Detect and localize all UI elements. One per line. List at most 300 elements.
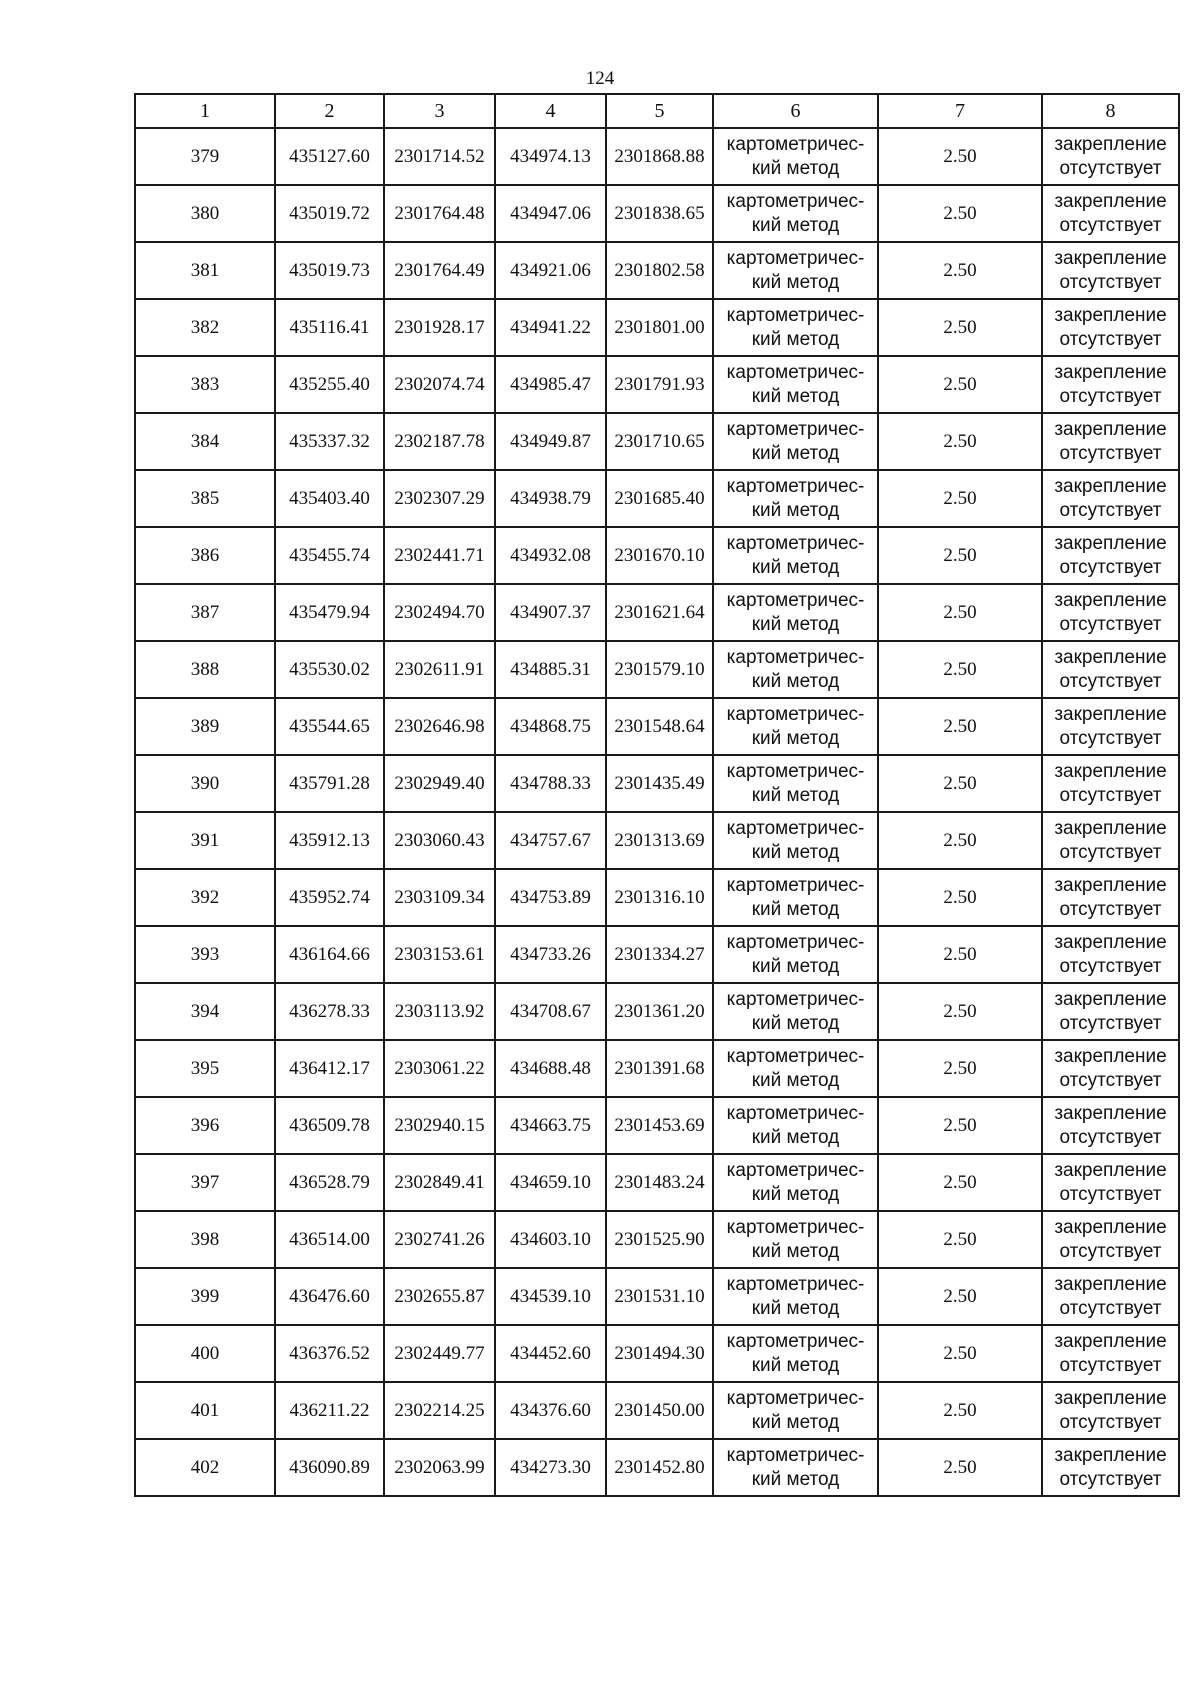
y2-cell: 2301802.58 <box>606 242 713 299</box>
fixation-note-text: закрепление <box>1054 1045 1167 1067</box>
method-text: картометричес- <box>726 1216 865 1238</box>
fixation-note-text: отсутствует <box>1059 1012 1162 1034</box>
method-cell <box>713 755 878 812</box>
x1-cell: 436278.33 <box>275 983 384 1040</box>
table-row <box>135 869 1179 926</box>
y2-cell: 2301494.30 <box>606 1325 713 1382</box>
column-header: 8 <box>1042 94 1179 128</box>
table-row <box>135 470 1179 527</box>
method-text: кий метод <box>751 727 840 749</box>
y2-cell: 2301838.65 <box>606 185 713 242</box>
x1-cell: 435255.40 <box>275 356 384 413</box>
method-cell <box>713 1325 878 1382</box>
fixation-note-cell <box>1042 356 1179 413</box>
x1-cell: 435403.40 <box>275 470 384 527</box>
method-text: кий метод <box>751 1468 840 1490</box>
table-body <box>135 128 1179 1496</box>
fixation-note-text: закрепление <box>1054 418 1167 440</box>
table-row <box>135 242 1179 299</box>
accuracy-cell: 2.50 <box>878 869 1042 926</box>
column-header: 3 <box>384 94 495 128</box>
method-cell <box>713 1439 878 1496</box>
method-cell <box>713 926 878 983</box>
method-text: картометричес- <box>726 988 865 1010</box>
y2-cell: 2301868.88 <box>606 128 713 185</box>
method-text: кий метод <box>751 1411 840 1433</box>
x2-cell: 434941.22 <box>495 299 606 356</box>
x2-cell: 434757.67 <box>495 812 606 869</box>
point-number-cell: 387 <box>135 584 275 641</box>
method-cell <box>713 869 878 926</box>
x2-cell: 434753.89 <box>495 869 606 926</box>
x2-cell: 434788.33 <box>495 755 606 812</box>
fixation-note-text: отсутствует <box>1059 556 1162 578</box>
x2-cell: 434974.13 <box>495 128 606 185</box>
y2-cell: 2301579.10 <box>606 641 713 698</box>
x1-cell: 435455.74 <box>275 527 384 584</box>
x2-cell: 434947.06 <box>495 185 606 242</box>
fixation-note-text: закрепление <box>1054 361 1167 383</box>
y2-cell: 2301391.68 <box>606 1040 713 1097</box>
method-cell <box>713 242 878 299</box>
accuracy-cell: 2.50 <box>878 299 1042 356</box>
table-row <box>135 1211 1179 1268</box>
fixation-note-cell <box>1042 1097 1179 1154</box>
table-row <box>135 641 1179 698</box>
table-row <box>135 1097 1179 1154</box>
point-number-cell: 399 <box>135 1268 275 1325</box>
fixation-note-text: отсутствует <box>1059 1126 1162 1148</box>
fixation-note-text: отсутствует <box>1059 214 1162 236</box>
method-text: кий метод <box>751 1126 840 1148</box>
y2-cell: 2301483.24 <box>606 1154 713 1211</box>
fixation-note-text: отсутствует <box>1059 271 1162 293</box>
method-text: кий метод <box>751 556 840 578</box>
method-text: картометричес- <box>726 418 865 440</box>
method-text: картометричес- <box>726 1102 865 1124</box>
fixation-note-text: закрепление <box>1054 1102 1167 1124</box>
x2-cell: 434938.79 <box>495 470 606 527</box>
x1-cell: 436509.78 <box>275 1097 384 1154</box>
method-text: картометричес- <box>726 247 865 269</box>
x1-cell: 436514.00 <box>275 1211 384 1268</box>
y1-cell: 2302307.29 <box>384 470 495 527</box>
table-row <box>135 413 1179 470</box>
x2-cell: 434985.47 <box>495 356 606 413</box>
fixation-note-text: отсутствует <box>1059 613 1162 635</box>
point-number-cell: 384 <box>135 413 275 470</box>
table-row <box>135 1154 1179 1211</box>
accuracy-cell: 2.50 <box>878 128 1042 185</box>
table-row <box>135 983 1179 1040</box>
method-cell <box>713 1154 878 1211</box>
y2-cell: 2301361.20 <box>606 983 713 1040</box>
point-number-cell: 398 <box>135 1211 275 1268</box>
x2-cell: 434708.67 <box>495 983 606 1040</box>
y1-cell: 2301928.17 <box>384 299 495 356</box>
method-cell <box>713 812 878 869</box>
x1-cell: 435791.28 <box>275 755 384 812</box>
method-text: кий метод <box>751 214 840 236</box>
method-text: картометричес- <box>726 475 865 497</box>
fixation-note-text: отсутствует <box>1059 442 1162 464</box>
y2-cell: 2301334.27 <box>606 926 713 983</box>
table-row <box>135 812 1179 869</box>
table-row <box>135 1439 1179 1496</box>
fixation-note-text: закрепление <box>1054 133 1167 155</box>
fixation-note-cell <box>1042 413 1179 470</box>
column-header: 6 <box>713 94 878 128</box>
fixation-note-text: отсутствует <box>1059 841 1162 863</box>
method-text: картометричес- <box>726 361 865 383</box>
method-text: кий метод <box>751 385 840 407</box>
x1-cell: 436211.22 <box>275 1382 384 1439</box>
table-row <box>135 1325 1179 1382</box>
x1-cell: 435019.73 <box>275 242 384 299</box>
x2-cell: 434663.75 <box>495 1097 606 1154</box>
fixation-note-text: закрепление <box>1054 304 1167 326</box>
column-header: 2 <box>275 94 384 128</box>
fixation-note-cell <box>1042 1154 1179 1211</box>
method-text: картометричес- <box>726 190 865 212</box>
method-text: картометричес- <box>726 133 865 155</box>
point-number-cell: 388 <box>135 641 275 698</box>
method-text: кий метод <box>751 670 840 692</box>
fixation-note-cell <box>1042 812 1179 869</box>
fixation-note-text: закрепление <box>1054 874 1167 896</box>
method-text: картометричес- <box>726 703 865 725</box>
fixation-note-cell <box>1042 128 1179 185</box>
y2-cell: 2301621.64 <box>606 584 713 641</box>
method-text: картометричес- <box>726 1045 865 1067</box>
table-row <box>135 584 1179 641</box>
y2-cell: 2301531.10 <box>606 1268 713 1325</box>
x1-cell: 436376.52 <box>275 1325 384 1382</box>
fixation-note-cell <box>1042 470 1179 527</box>
method-text: кий метод <box>751 271 840 293</box>
point-number-cell: 385 <box>135 470 275 527</box>
y1-cell: 2302646.98 <box>384 698 495 755</box>
fixation-note-cell <box>1042 1382 1179 1439</box>
y2-cell: 2301435.49 <box>606 755 713 812</box>
column-header: 5 <box>606 94 713 128</box>
fixation-note-text: закрепление <box>1054 931 1167 953</box>
y2-cell: 2301452.80 <box>606 1439 713 1496</box>
method-cell <box>713 641 878 698</box>
method-text: картометричес- <box>726 1330 865 1352</box>
method-cell <box>713 356 878 413</box>
method-cell <box>713 1211 878 1268</box>
accuracy-cell: 2.50 <box>878 1154 1042 1211</box>
method-text: картометричес- <box>726 1273 865 1295</box>
y1-cell: 2303109.34 <box>384 869 495 926</box>
method-cell <box>713 983 878 1040</box>
point-number-cell: 386 <box>135 527 275 584</box>
method-cell <box>713 470 878 527</box>
method-cell <box>713 128 878 185</box>
x1-cell: 436090.89 <box>275 1439 384 1496</box>
method-text: картометричес- <box>726 760 865 782</box>
fixation-note-text: закрепление <box>1054 703 1167 725</box>
fixation-note-text: отсутствует <box>1059 1240 1162 1262</box>
x2-cell: 434603.10 <box>495 1211 606 1268</box>
y1-cell: 2301714.52 <box>384 128 495 185</box>
y2-cell: 2301525.90 <box>606 1211 713 1268</box>
fixation-note-text: отсутствует <box>1059 499 1162 521</box>
method-text: кий метод <box>751 1012 840 1034</box>
accuracy-cell: 2.50 <box>878 926 1042 983</box>
accuracy-cell: 2.50 <box>878 812 1042 869</box>
accuracy-cell: 2.50 <box>878 1211 1042 1268</box>
y2-cell: 2301670.10 <box>606 527 713 584</box>
fixation-note-text: закрепление <box>1054 532 1167 554</box>
y2-cell: 2301313.69 <box>606 812 713 869</box>
accuracy-cell: 2.50 <box>878 1268 1042 1325</box>
point-number-cell: 393 <box>135 926 275 983</box>
fixation-note-text: закрепление <box>1054 1273 1167 1295</box>
fixation-note-text: закрепление <box>1054 817 1167 839</box>
method-text: кий метод <box>751 955 840 977</box>
point-number-cell: 402 <box>135 1439 275 1496</box>
x2-cell: 434273.30 <box>495 1439 606 1496</box>
fixation-note-cell <box>1042 869 1179 926</box>
column-header: 4 <box>495 94 606 128</box>
fixation-note-cell <box>1042 1439 1179 1496</box>
point-number-cell: 389 <box>135 698 275 755</box>
method-text: кий метод <box>751 1069 840 1091</box>
method-text: кий метод <box>751 1297 840 1319</box>
fixation-note-cell <box>1042 242 1179 299</box>
fixation-note-text: отсутствует <box>1059 1354 1162 1376</box>
y2-cell: 2301685.40 <box>606 470 713 527</box>
accuracy-cell: 2.50 <box>878 470 1042 527</box>
y1-cell: 2303061.22 <box>384 1040 495 1097</box>
page-number: 124 <box>585 68 615 89</box>
method-text: кий метод <box>751 1354 840 1376</box>
y1-cell: 2302187.78 <box>384 413 495 470</box>
fixation-note-text: закрепление <box>1054 1330 1167 1352</box>
fixation-note-cell <box>1042 926 1179 983</box>
fixation-note-text: закрепление <box>1054 589 1167 611</box>
fixation-note-cell <box>1042 1268 1179 1325</box>
y2-cell: 2301801.00 <box>606 299 713 356</box>
method-text: кий метод <box>751 328 840 350</box>
fixation-note-text: отсутствует <box>1059 328 1162 350</box>
method-cell <box>713 1097 878 1154</box>
accuracy-cell: 2.50 <box>878 413 1042 470</box>
x2-cell: 434659.10 <box>495 1154 606 1211</box>
table-header-row <box>135 94 1179 128</box>
fixation-note-text: отсутствует <box>1059 955 1162 977</box>
y2-cell: 2301548.64 <box>606 698 713 755</box>
method-cell <box>713 413 878 470</box>
fixation-note-text: отсутствует <box>1059 1468 1162 1490</box>
fixation-note-text: отсутствует <box>1059 385 1162 407</box>
method-cell <box>713 527 878 584</box>
x2-cell: 434949.87 <box>495 413 606 470</box>
method-text: картометричес- <box>726 1159 865 1181</box>
method-cell <box>713 299 878 356</box>
accuracy-cell: 2.50 <box>878 1325 1042 1382</box>
method-text: картометричес- <box>726 874 865 896</box>
point-number-cell: 383 <box>135 356 275 413</box>
x1-cell: 435544.65 <box>275 698 384 755</box>
fixation-note-cell <box>1042 527 1179 584</box>
method-cell <box>713 1382 878 1439</box>
y1-cell: 2302949.40 <box>384 755 495 812</box>
point-number-cell: 397 <box>135 1154 275 1211</box>
fixation-note-cell <box>1042 1211 1179 1268</box>
point-number-cell: 380 <box>135 185 275 242</box>
method-text: картометричес- <box>726 646 865 668</box>
accuracy-cell: 2.50 <box>878 242 1042 299</box>
y2-cell: 2301316.10 <box>606 869 713 926</box>
method-text: кий метод <box>751 613 840 635</box>
fixation-note-text: закрепление <box>1054 646 1167 668</box>
x1-cell: 435127.60 <box>275 128 384 185</box>
point-number-cell: 391 <box>135 812 275 869</box>
accuracy-cell: 2.50 <box>878 1040 1042 1097</box>
method-text: картометричес- <box>726 1387 865 1409</box>
x2-cell: 434539.10 <box>495 1268 606 1325</box>
point-number-cell: 392 <box>135 869 275 926</box>
fixation-note-text: отсутствует <box>1059 1183 1162 1205</box>
y1-cell: 2302074.74 <box>384 356 495 413</box>
accuracy-cell: 2.50 <box>878 755 1042 812</box>
accuracy-cell: 2.50 <box>878 983 1042 1040</box>
method-text: картометричес- <box>726 304 865 326</box>
y1-cell: 2303113.92 <box>384 983 495 1040</box>
fixation-note-text: отсутствует <box>1059 1069 1162 1091</box>
table-row <box>135 128 1179 185</box>
accuracy-cell: 2.50 <box>878 185 1042 242</box>
x1-cell: 435019.72 <box>275 185 384 242</box>
accuracy-cell: 2.50 <box>878 527 1042 584</box>
y1-cell: 2302611.91 <box>384 641 495 698</box>
fixation-note-text: закрепление <box>1054 247 1167 269</box>
x1-cell: 435952.74 <box>275 869 384 926</box>
table-row <box>135 755 1179 812</box>
y1-cell: 2303060.43 <box>384 812 495 869</box>
fixation-note-text: отсутствует <box>1059 784 1162 806</box>
method-cell <box>713 698 878 755</box>
y1-cell: 2303153.61 <box>384 926 495 983</box>
fixation-note-cell <box>1042 983 1179 1040</box>
y1-cell: 2302441.71 <box>384 527 495 584</box>
accuracy-cell: 2.50 <box>878 698 1042 755</box>
fixation-note-cell <box>1042 299 1179 356</box>
accuracy-cell: 2.50 <box>878 1439 1042 1496</box>
method-text: кий метод <box>751 157 840 179</box>
method-cell <box>713 1040 878 1097</box>
point-number-cell: 382 <box>135 299 275 356</box>
y1-cell: 2302741.26 <box>384 1211 495 1268</box>
fixation-note-cell <box>1042 1325 1179 1382</box>
accuracy-cell: 2.50 <box>878 641 1042 698</box>
fixation-note-text: закрепление <box>1054 988 1167 1010</box>
point-number-cell: 394 <box>135 983 275 1040</box>
accuracy-cell: 2.50 <box>878 1382 1042 1439</box>
method-text: кий метод <box>751 841 840 863</box>
fixation-note-text: отсутствует <box>1059 670 1162 692</box>
y2-cell: 2301453.69 <box>606 1097 713 1154</box>
x2-cell: 434921.06 <box>495 242 606 299</box>
fixation-note-text: отсутствует <box>1059 727 1162 749</box>
table-row <box>135 527 1179 584</box>
y2-cell: 2301791.93 <box>606 356 713 413</box>
method-text: кий метод <box>751 499 840 521</box>
method-cell <box>713 584 878 641</box>
table-row <box>135 1268 1179 1325</box>
fixation-note-text: закрепление <box>1054 1159 1167 1181</box>
point-number-cell: 390 <box>135 755 275 812</box>
y1-cell: 2302494.70 <box>384 584 495 641</box>
accuracy-cell: 2.50 <box>878 1097 1042 1154</box>
table-row <box>135 356 1179 413</box>
fixation-note-cell <box>1042 641 1179 698</box>
x1-cell: 436412.17 <box>275 1040 384 1097</box>
y1-cell: 2302849.41 <box>384 1154 495 1211</box>
point-number-cell: 379 <box>135 128 275 185</box>
fixation-note-cell <box>1042 1040 1179 1097</box>
y2-cell: 2301710.65 <box>606 413 713 470</box>
x1-cell: 435530.02 <box>275 641 384 698</box>
fixation-note-cell <box>1042 185 1179 242</box>
fixation-note-text: отсутствует <box>1059 1297 1162 1319</box>
accuracy-cell: 2.50 <box>878 584 1042 641</box>
fixation-note-text: закрепление <box>1054 760 1167 782</box>
x2-cell: 434452.60 <box>495 1325 606 1382</box>
table-row <box>135 698 1179 755</box>
x2-cell: 434885.31 <box>495 641 606 698</box>
fixation-note-text: закрепление <box>1054 1387 1167 1409</box>
table-row <box>135 299 1179 356</box>
x2-cell: 434733.26 <box>495 926 606 983</box>
x1-cell: 436164.66 <box>275 926 384 983</box>
fixation-note-text: отсутствует <box>1059 898 1162 920</box>
y1-cell: 2301764.49 <box>384 242 495 299</box>
y1-cell: 2302063.99 <box>384 1439 495 1496</box>
method-text: кий метод <box>751 1183 840 1205</box>
column-header: 1 <box>135 94 275 128</box>
accuracy-cell: 2.50 <box>878 356 1042 413</box>
method-text: картометричес- <box>726 589 865 611</box>
x1-cell: 436476.60 <box>275 1268 384 1325</box>
coordinates-table <box>134 93 1180 1497</box>
x2-cell: 434376.60 <box>495 1382 606 1439</box>
method-cell <box>713 1268 878 1325</box>
method-text: картометричес- <box>726 817 865 839</box>
column-header: 7 <box>878 94 1042 128</box>
table-row <box>135 185 1179 242</box>
y1-cell: 2302214.25 <box>384 1382 495 1439</box>
fixation-note-text: закрепление <box>1054 1444 1167 1466</box>
method-text: кий метод <box>751 898 840 920</box>
fixation-note-cell <box>1042 755 1179 812</box>
y1-cell: 2301764.48 <box>384 185 495 242</box>
y1-cell: 2302449.77 <box>384 1325 495 1382</box>
x2-cell: 434907.37 <box>495 584 606 641</box>
point-number-cell: 395 <box>135 1040 275 1097</box>
x1-cell: 435337.32 <box>275 413 384 470</box>
table-row <box>135 1382 1179 1439</box>
method-text: кий метод <box>751 442 840 464</box>
method-text: кий метод <box>751 784 840 806</box>
method-text: кий метод <box>751 1240 840 1262</box>
fixation-note-text: закрепление <box>1054 1216 1167 1238</box>
fixation-note-cell <box>1042 698 1179 755</box>
point-number-cell: 401 <box>135 1382 275 1439</box>
